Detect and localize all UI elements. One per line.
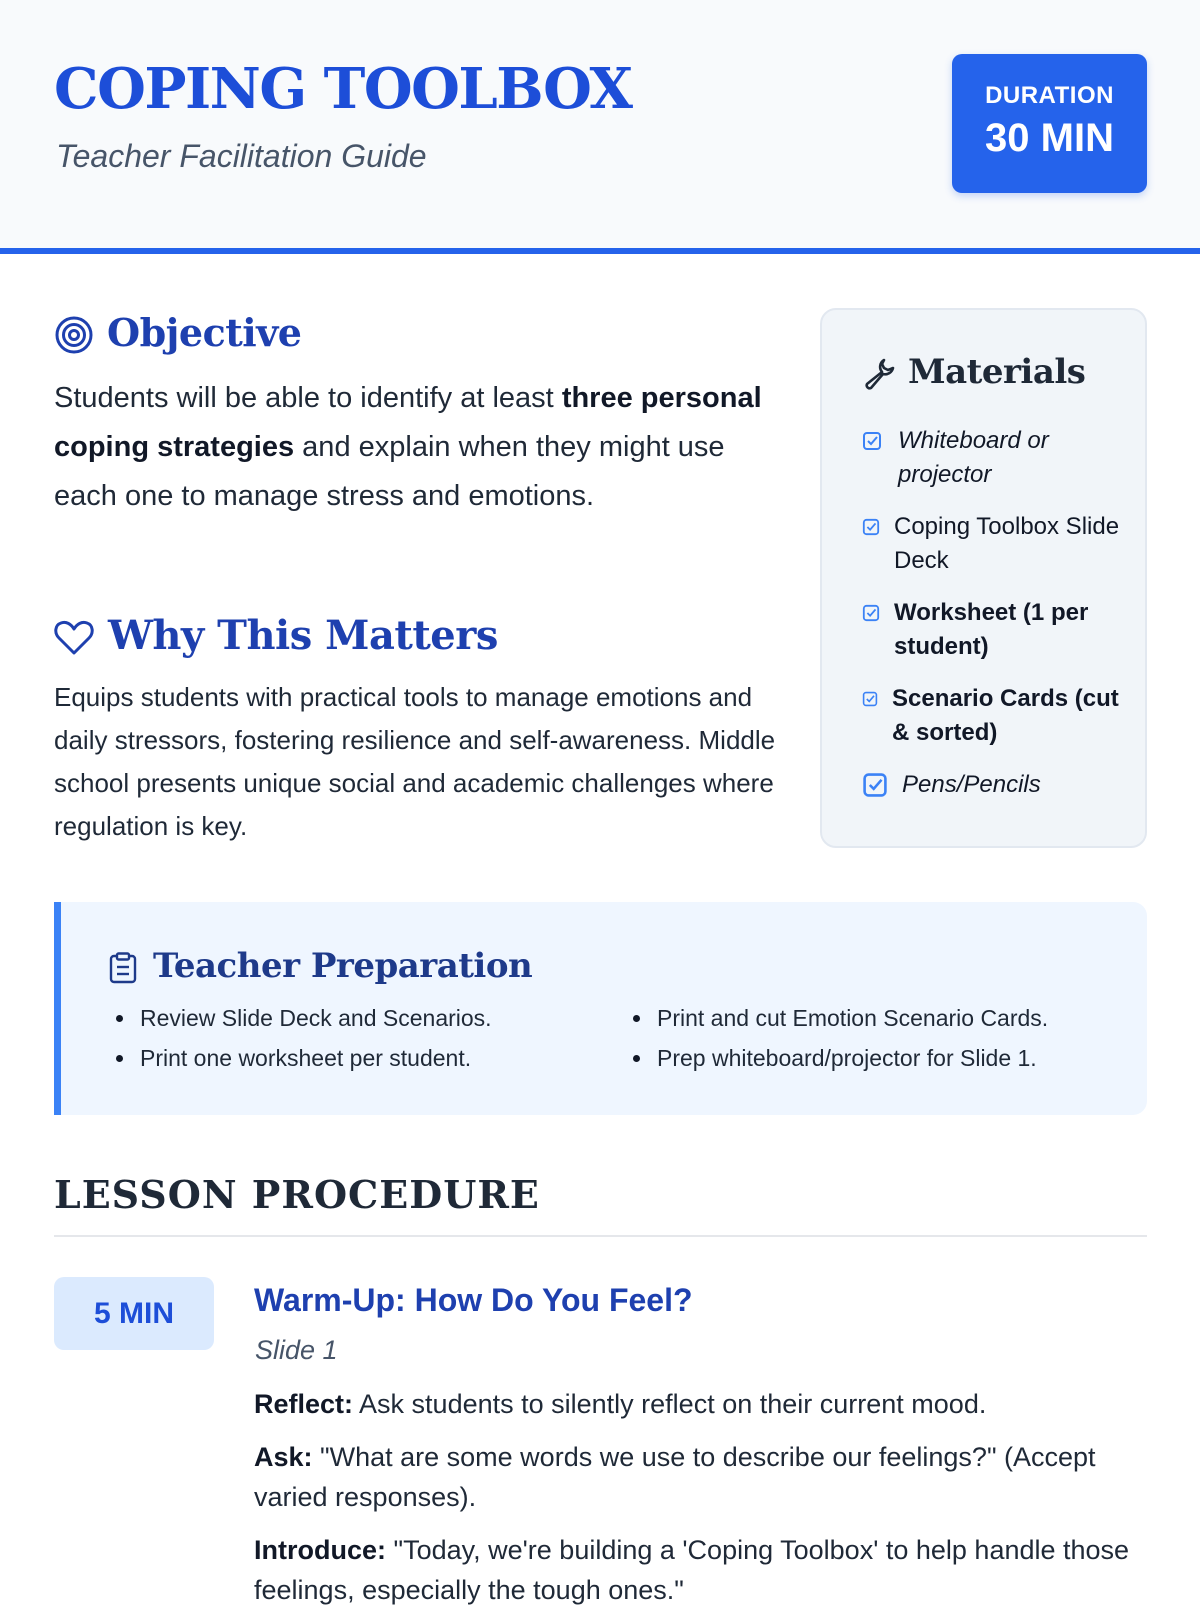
duration-label: DURATION [985, 82, 1114, 109]
preparation-item: Review Slide Deck and Scenarios. [140, 1005, 492, 1031]
step-instruction-text: "What are some words we use to describe our feelings?" (Accept varied responses). [254, 1442, 1096, 1512]
materials-item-label: Worksheet (1 per student) [894, 599, 1089, 660]
materials-item-label: Scenario Cards (cut & sorted) [892, 685, 1119, 746]
duration-value: 30 MIN [985, 116, 1114, 160]
objective-text [54, 374, 774, 521]
checkbox-icon [862, 691, 878, 707]
objective-text-start: Students will be able to identify at least [54, 382, 562, 414]
materials-panel [820, 308, 1147, 848]
step-instruction-label: Introduce: [254, 1535, 386, 1565]
why-text: Equips students with practical tools to manage emotions and daily stressors, fostering resilience and self-awareness. Middle school presents unique social and academic challenges where regulation is key. [54, 682, 776, 841]
checkbox-icon [862, 518, 880, 536]
step-instruction [254, 1384, 1154, 1424]
preparation-item: Prep whiteboard/projector for Slide 1. [657, 1045, 1037, 1071]
checkbox-icon [862, 431, 882, 451]
preparation-item: Print and cut Emotion Scenario Cards. [657, 1005, 1049, 1031]
step-instruction-text: Ask students to silently reflect on their current mood. [353, 1389, 987, 1419]
preparation-heading: Teacher Preparation [153, 946, 533, 986]
clipboard-icon [109, 952, 137, 984]
divider [54, 1235, 1147, 1237]
page-title: COPING TOOLBOX [54, 56, 632, 122]
preparation-item: Print one worksheet per student. [140, 1045, 472, 1071]
teacher-preparation-panel [54, 902, 1147, 1115]
objective-text-emphasis: three personal coping strategies [54, 382, 762, 463]
heart-icon [54, 620, 94, 656]
step-instruction-label: Ask: [254, 1442, 313, 1472]
target-icon [54, 315, 94, 355]
step-instruction-text: "Today, we're building a 'Coping Toolbox' to help handle those feelings, especially the tough ones." [254, 1535, 1130, 1605]
step-instruction [254, 1530, 1154, 1610]
page-subtitle: Teacher Facilitation Guide [56, 138, 427, 174]
checkbox-icon [862, 772, 888, 798]
step-instruction-label: Reflect: [254, 1389, 354, 1419]
wrench-icon [862, 356, 896, 390]
step-instruction [254, 1437, 1154, 1517]
materials-item-label: Coping Toolbox Slide Deck [894, 513, 1120, 574]
materials-heading: Materials [908, 352, 1086, 392]
step-time-badge: 5 MIN [54, 1277, 214, 1350]
header [0, 0, 1200, 254]
step-slide-ref: Slide 1 [255, 1335, 338, 1365]
duration-badge [952, 54, 1147, 193]
step-title: Warm-Up: How Do You Feel? [254, 1282, 693, 1318]
why-heading: Why This Matters [108, 612, 498, 659]
checkbox-icon [862, 604, 880, 622]
materials-item-label: Pens/Pencils [902, 771, 1041, 798]
materials-item-label: Whiteboard or projector [898, 427, 1049, 488]
objective-text-end: and explain when they might use each one to manage stress and emotions. [54, 431, 725, 512]
procedure-heading: LESSON PROCEDURE [54, 1172, 540, 1217]
objective-heading: Objective [107, 310, 302, 355]
